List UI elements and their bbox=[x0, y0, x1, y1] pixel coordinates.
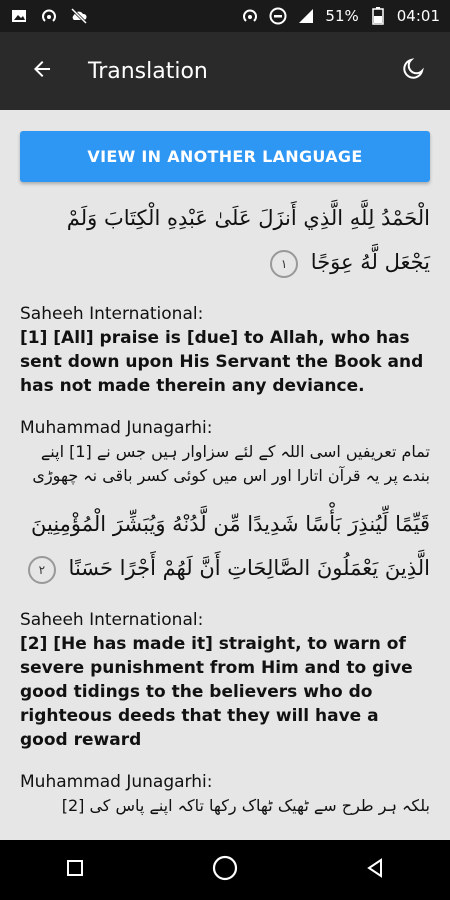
home-circle-icon bbox=[212, 855, 238, 885]
arabic-verse-text: قَيِّمًا لِّيُنذِرَ بَأْسًا شَدِيدًا مِّن لَّدُنْهُ وَيُبَشِّرَ الْمُؤْمِنِينَ الَّذِينَ يَعْمَلُونَ الصَّالِحَاتِ أَنَّ لَهُمْ أَجْرًا حَسَنًا bbox=[31, 512, 430, 580]
do-not-disturb-icon bbox=[269, 7, 287, 25]
translation-text: [1] [All] praise is [due] to Allah, who has sent down upon His Servant the Book and has not made therein any deviance. bbox=[20, 328, 424, 396]
arabic-verse-text: الْحَمْدُ لِلَّهِ الَّذِي أَنزَلَ عَلَىٰ عَبْدِهِ الْكِتَابَ وَلَمْ يَجْعَل لَّهُ عِوَجًا bbox=[66, 206, 430, 274]
battery-icon bbox=[369, 7, 387, 25]
night-mode-button[interactable] bbox=[398, 56, 428, 86]
home-button[interactable] bbox=[195, 840, 255, 900]
urdu-translation-text: بلکہ ہر طرح سے ٹھیک ٹھاک رکھا تاکہ اپنے پاس کی [2] bbox=[61, 796, 430, 815]
arabic-verse bbox=[20, 502, 430, 590]
back-button[interactable] bbox=[12, 32, 72, 110]
arrow-back-icon bbox=[30, 57, 54, 85]
hotspot-icon bbox=[40, 7, 58, 25]
ayah-number-marker: ٢ bbox=[28, 556, 56, 584]
system-nav-bar bbox=[0, 840, 450, 900]
status-bar bbox=[0, 0, 450, 32]
status-left-icons bbox=[10, 7, 88, 25]
translator-name: Saheeh International: bbox=[20, 610, 204, 630]
recents-square-icon bbox=[66, 859, 84, 881]
hotspot-icon bbox=[241, 7, 259, 25]
moon-icon bbox=[401, 57, 425, 85]
translator-name: Muhammad Junagarhi: bbox=[20, 772, 213, 792]
image-icon bbox=[10, 7, 28, 25]
status-right-icons bbox=[241, 7, 440, 25]
translation-content[interactable] bbox=[0, 110, 450, 840]
translator-name: Saheeh International: bbox=[20, 304, 204, 324]
verse-block bbox=[20, 196, 430, 488]
verse-block bbox=[20, 502, 430, 818]
nav-back-button[interactable] bbox=[345, 840, 405, 900]
translation-text: [2] [He has made it] straight, to warn of severe punishment from Him and to give good tidings to the believers who do righteous deeds that they will have a good reward bbox=[20, 634, 413, 750]
back-triangle-icon bbox=[365, 858, 385, 882]
translator-name: Muhammad Junagarhi: bbox=[20, 418, 213, 438]
cloud-off-icon bbox=[70, 7, 88, 25]
arabic-verse bbox=[20, 196, 430, 284]
urdu-translation-text: تمام تعریفیں اسی اللہ کے لئے سزاوار ہیں جس نے [1] اپنے بندے پر یہ قرآن اتارا اور اس میں کوئی کسر باقی نہ چھوڑی bbox=[32, 442, 430, 485]
battery-percent: 51% bbox=[325, 7, 359, 25]
signal-icon bbox=[297, 7, 315, 25]
page-title: Translation bbox=[88, 58, 208, 84]
ayah-number-marker: ١ bbox=[270, 250, 298, 278]
view-another-language-button[interactable]: VIEW IN ANOTHER LANGUAGE bbox=[20, 131, 430, 182]
recents-button[interactable] bbox=[45, 840, 105, 900]
status-time: 04:01 bbox=[396, 7, 440, 25]
app-bar bbox=[0, 32, 450, 110]
